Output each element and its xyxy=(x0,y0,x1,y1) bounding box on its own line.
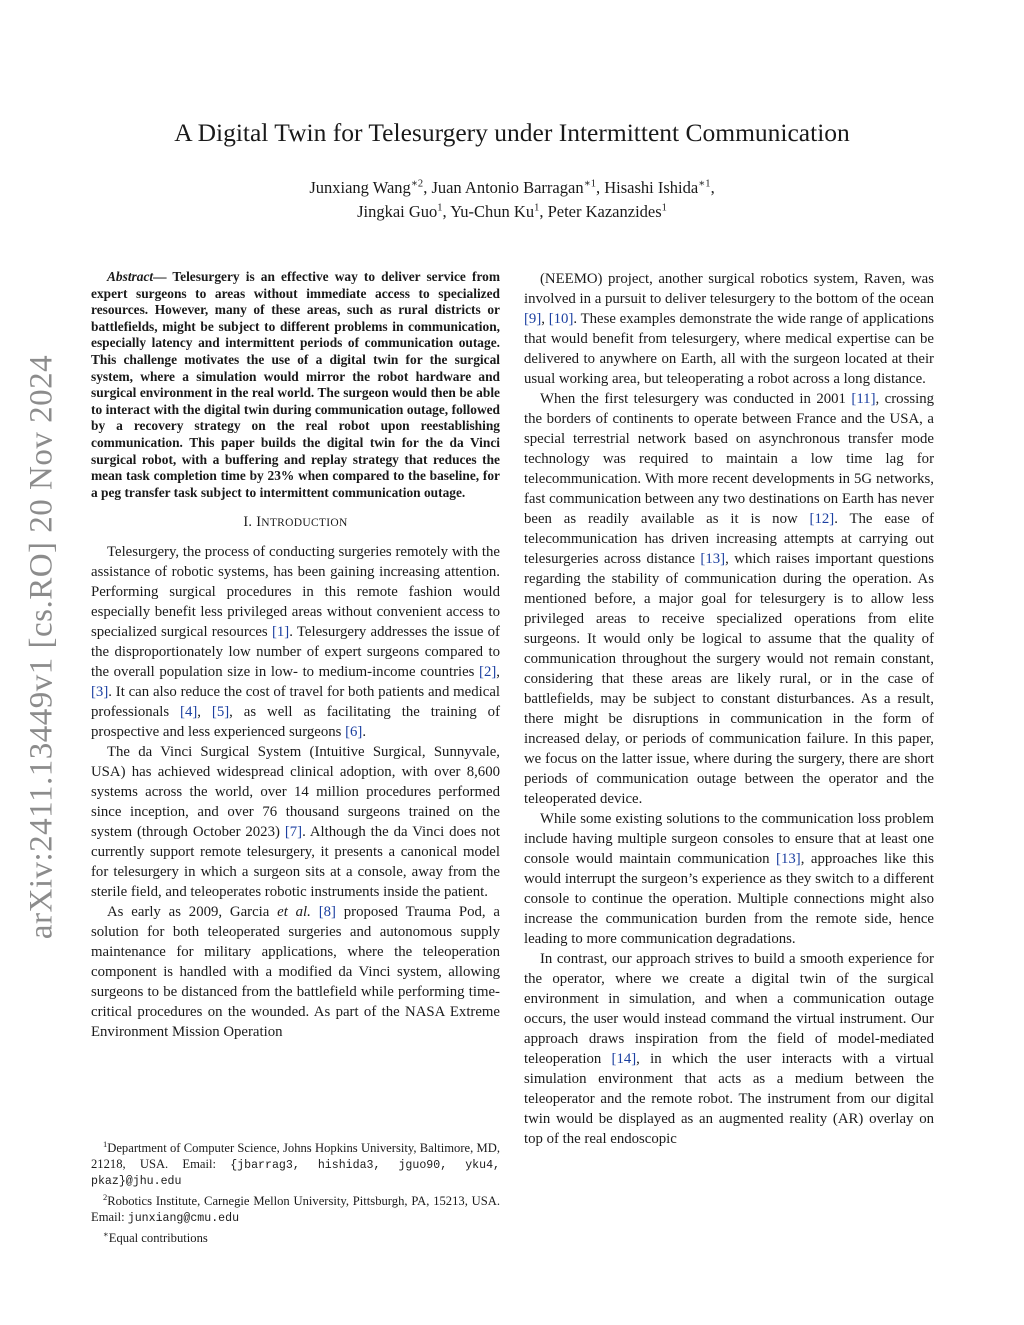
paragraph-text: The da Vinci Surgical System (Intuitive Surgical, Sunnyvale, USA) has achieved widespread clinical adoption, with over 8,600 systems across the world, over 14 million procedures performed since inception, and over 76 thousand surgeons trained on the system (through October 2023) xyxy=(91,744,500,841)
paragraph-text: , which raises important questions regarding the stability of communication during the operation. As mentioned before, a major goal for telesurgery is to allow less privileged areas to receive specialized operations from elite surgeons. It would only be logical to assume that the quality of communication throughout the surgery would not remain constant, considering that these areas are likely rural, or in the case of battlefields, may be subject to constant disturbances. As a result, there might be disruptions in communication in the form of increased delay, or periods of communication failure. In this paper, we focus on the latter issue, where during the surgery, there are short periods of communication outage between the operator and the teleoperated device. xyxy=(524,551,935,807)
author-name: Hisashi Ishida xyxy=(604,178,699,197)
author-name: Peter Kazanzides xyxy=(547,202,662,221)
footnote-equal-contribution: ∗Equal contributions xyxy=(103,1229,208,1246)
citation-link[interactable]: [9] xyxy=(524,311,542,327)
citation-link[interactable]: [13] xyxy=(776,851,801,867)
author-affiliation-mark: ∗1 xyxy=(698,178,711,190)
citation-link[interactable]: [5] xyxy=(211,704,230,721)
right-body-text xyxy=(524,269,934,1149)
abstract-text: Telesurgery is an effective way to deliver service from expert surgeons to areas without immediate access to specialized resources. However, many of these areas, such as rural districts or battlefields, might be subject to different problems in communication, especially latency and intermittent periods of communication outage. This challenge motivates the use of a digital twin for the surgical system, where a simulation would mirror the robot hardware and surgical environment in the real world. The surgeon would then be able to interact with the digital twin during communication outage, followed by a recovery strategy on the real robot upon reestablishing communication. This paper builds the digital twin for the da Vinci surgical robot, with a buffering and replay strategy that reduces the mean task completion time by 23% when compared to the baseline, for a peg transfer task subject to intermittent communication outage. xyxy=(91,269,500,500)
author-separator: , xyxy=(442,202,451,221)
paragraph-text: When the first telesurgery was conducted in 2001 xyxy=(540,391,852,407)
author-affiliation-mark: 1 xyxy=(437,202,443,214)
citation-link[interactable]: [4] xyxy=(180,704,198,721)
author-name: Junxiang Wang xyxy=(309,178,411,197)
paragraph-text: , xyxy=(496,664,500,681)
abstract xyxy=(91,269,500,501)
citation-link[interactable]: [10] xyxy=(548,311,574,327)
citation-link[interactable]: [1] xyxy=(271,624,290,641)
section-heading-introduction xyxy=(91,512,500,533)
paragraph-text: proposed Trauma Pod, a solution for both teleoperated surgeries and autonomous supply maintenance for military applications, where the teleoperation component is handled with a modified da Vinci system, allowing surgeons to be distanced from the battlefield while performing time-critical procedures on the wounded. As part of the NASA Extreme Environment Mission Operation xyxy=(91,904,501,1041)
author-separator: , xyxy=(539,202,548,221)
citation-link[interactable]: [11] xyxy=(851,391,876,407)
left-body-text xyxy=(91,542,500,1042)
author-list xyxy=(0,176,1024,224)
email-jhu[interactable]: {jbarrag3, hishida3, jguo90, yku4, pkaz}@jhu.edu xyxy=(91,1158,500,1188)
citation-link[interactable]: [2] xyxy=(479,664,497,681)
author-line-2 xyxy=(0,200,1024,224)
footnote-affiliation-2: $^2$Robotics Institute, Carnegie Mellon University, Pittsburgh, PA, 15213, USA. Email: junxiang@cmu.edu xyxy=(91,1192,500,1225)
section-title-rest: NTRODUCTION xyxy=(261,517,348,530)
author-name: Jingkai Guo xyxy=(357,202,438,221)
abstract-dash: — xyxy=(153,269,173,284)
paragraph-text: , crossing the borders of continents to operate between France and the USA, a special terrestrial network based on asynchronous transfer mode technology was required to maintain a low time lag for telecommunication. With more recent developments in 5G networks, fast communication between any two destinations on Earth has never been as readily available as it is now xyxy=(524,391,934,527)
left-column xyxy=(91,269,500,1042)
right-column xyxy=(524,269,934,1149)
footnotes xyxy=(91,1137,500,1248)
author-separator: , xyxy=(423,178,432,197)
body-paragraph xyxy=(524,389,934,809)
abstract-label: Abstract xyxy=(107,269,154,284)
paragraph-text: , in which the user interacts with a virtual simulation environment that acts as a medium between the teleoperator and the remote robot. The instrument from our digital twin would be displayed as an augmented reality (AR) overlay on top of the real endoscopic xyxy=(524,1051,935,1147)
citation-link[interactable]: [14] xyxy=(611,1051,637,1067)
paragraph-text: . Although the da Vinci does not currently support remote telesurgery, it presents a canonical model for telesurgery in which a surgeon sits at a console, away from the sterile field, and teleoperates robotic instruments inside the patient. xyxy=(91,824,500,901)
paragraph-text: . These examples demonstrate the wide range of applications that would benefit from telesurgery, where medical expertise can be delivered to anywhere on Earth, all with the surgeon located at their usual working area, but teleoperating a robot across a long distance. xyxy=(524,311,934,387)
body-paragraph xyxy=(524,269,934,389)
author-affiliation-mark: 1 xyxy=(661,202,667,214)
author-affiliation-mark: 1 xyxy=(534,202,540,214)
author-line-1 xyxy=(0,176,1024,200)
author-affiliation-mark: ∗2 xyxy=(410,178,424,190)
paragraph-text: . It can also reduce the cost of travel for both patients and medical professionals xyxy=(91,684,500,721)
paragraph-text: . xyxy=(362,724,367,741)
author-name: Yu-Chun Ku xyxy=(450,202,535,221)
paragraph-text: While some existing solutions to the communication loss problem include having multiple surgeon consoles to ensure that at least one console would maintain communication xyxy=(524,811,934,867)
paragraph-text: . Telesurgery addresses the issue of the disproportionately low number of expert surgeons compared to the overall population size in low- to medium-income countries xyxy=(91,624,500,681)
citation-link[interactable]: [12] xyxy=(809,511,835,527)
citation-link[interactable]: [3] xyxy=(91,684,109,701)
paragraph-text: In contrast, our approach strives to build a smooth experience for the operator, where we create a digital twin of the surgical environment in simulation, and when a communication outage occurs, the user would instead command the virtual instrument. Our approach draws inspiration from the field of model-mediated teleoperation xyxy=(524,951,934,1067)
citation-link[interactable]: [7] xyxy=(284,824,303,841)
paragraph-text: As early as 2009, Garcia xyxy=(107,904,278,921)
paragraph-text: , as well as facilitating the training of prospective and less experienced surgeons xyxy=(91,704,500,741)
author-affiliation-mark: ∗1 xyxy=(583,178,596,190)
footnote-affiliation-1: $^1$Department of Computer Science, Johns Hopkins University, Baltimore, MD, 21218, USA. Email: {jbarrag3, hishida3, jguo90, yku4, pkaz}@jhu.edu xyxy=(91,1139,500,1188)
email-cmu[interactable]: junxiang@cmu.edu xyxy=(127,1212,240,1225)
author-separator: , xyxy=(710,178,715,197)
body-paragraph xyxy=(91,542,500,742)
paper-title: A Digital Twin for Telesurgery under Intermittent Communication xyxy=(174,118,850,147)
citation-link[interactable]: [6] xyxy=(345,724,363,741)
body-paragraph xyxy=(524,809,934,949)
paragraph-text xyxy=(311,904,319,920)
section-title-initial: I xyxy=(256,514,262,531)
paragraph-text: , xyxy=(541,311,549,327)
body-paragraph xyxy=(524,949,934,1149)
paragraph-text: , xyxy=(197,704,212,721)
italic-text: et al. xyxy=(277,904,311,921)
paragraph-text: Telesurgery, the process of conducting surgeries remotely with the assistance of robotic systems, has been gaining increasing attention. Performing surgical procedures in this remote fashion would especially benefit less privileged areas without convenient access to specialized surgical resources xyxy=(91,544,500,641)
citation-link[interactable]: [13] xyxy=(700,551,726,567)
section-number: I. xyxy=(243,514,257,531)
paragraph-text: , approaches like this would interrupt the surgeon’s experience as they switch to a different console to continue the operation. Multiple connections might also increase the communication burden from the remote side, hence leading to more communication degradations. xyxy=(524,851,935,947)
paragraph-text: . The ease of telecommunication has driven increasing attempts at carrying out telesurgeries across distance xyxy=(524,511,934,567)
body-paragraph xyxy=(91,742,500,902)
paragraph-text: (NEEMO) project, another surgical robotics system, Raven, was involved in a pursuit to deliver telesurgery to the bottom of the ocean xyxy=(524,271,934,307)
citation-link[interactable]: [8] xyxy=(318,904,336,921)
author-separator: , xyxy=(595,178,605,197)
author-name: Juan Antonio Barragan xyxy=(431,178,584,197)
arxiv-identifier: arXiv:2411.13449v1 [cs.RO] 20 Nov 2024 xyxy=(23,354,60,940)
body-paragraph xyxy=(91,902,500,1042)
